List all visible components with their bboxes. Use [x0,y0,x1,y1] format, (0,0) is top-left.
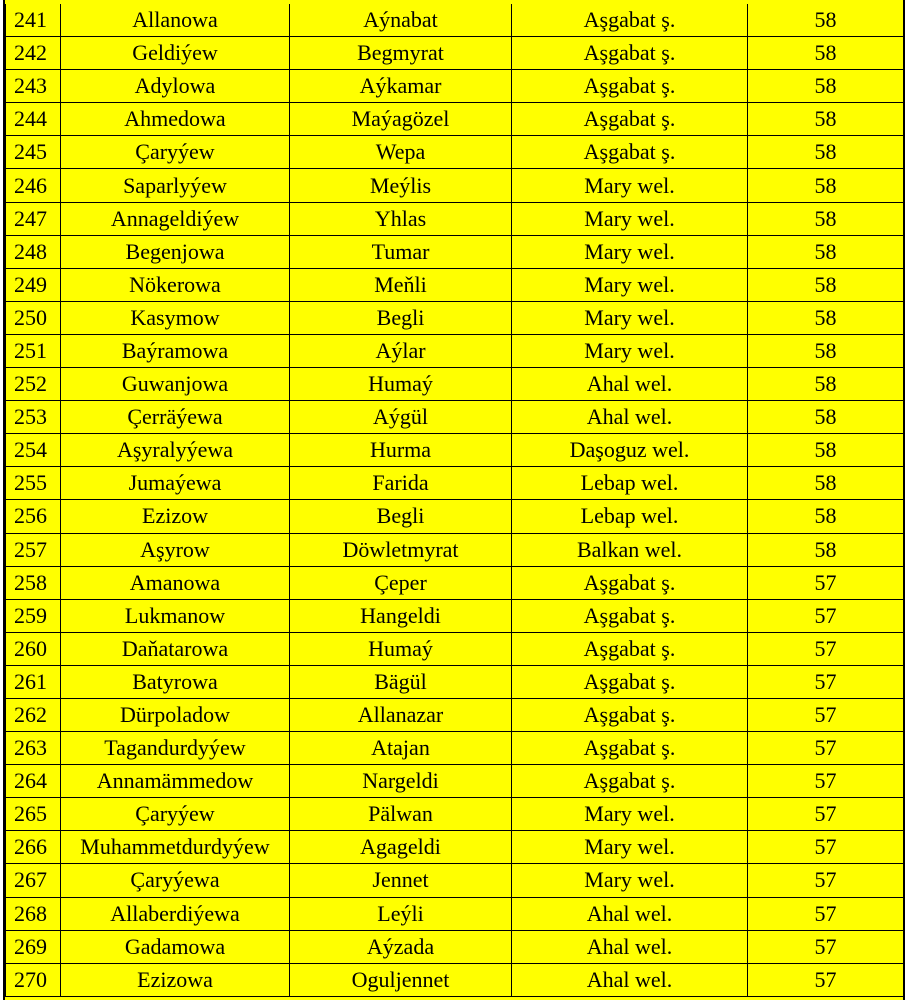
first-name-cell: Farida [290,467,512,500]
surname-cell: Ezizow [61,500,290,533]
table-row [6,930,904,963]
table-row [6,334,904,367]
results-sheet [3,0,905,1000]
region-cell: Aşgabat ş. [512,70,748,103]
row-number-cell: 254 [6,434,61,467]
region-cell: Aşgabat ş. [512,103,748,136]
row-number-cell: 270 [6,963,61,996]
score-cell: 58 [748,533,904,566]
table-row [6,434,904,467]
score-cell: 58 [748,103,904,136]
region-cell: Aşgabat ş. [512,599,748,632]
table-row [6,136,904,169]
table-row [6,37,904,70]
results-table-body [6,4,904,996]
row-number-cell: 269 [6,930,61,963]
score-cell: 58 [748,169,904,202]
table-row [6,301,904,334]
first-name-cell: Hurma [290,434,512,467]
row-number-cell: 268 [6,897,61,930]
row-number-cell: 248 [6,235,61,268]
region-cell: Aşgabat ş. [512,732,748,765]
table-row [6,202,904,235]
first-name-cell: Humaý [290,632,512,665]
first-name-cell: Nargeldi [290,765,512,798]
first-name-cell: Allanazar [290,698,512,731]
surname-cell: Geldiýew [61,37,290,70]
first-name-cell: Meýlis [290,169,512,202]
surname-cell: Çaryýew [61,798,290,831]
first-name-cell: Wepa [290,136,512,169]
score-cell: 57 [748,798,904,831]
surname-cell: Begenjowa [61,235,290,268]
table-row [6,831,904,864]
first-name-cell: Begli [290,301,512,334]
region-cell: Mary wel. [512,864,748,897]
row-number-cell: 247 [6,202,61,235]
row-number-cell: 264 [6,765,61,798]
region-cell: Ahal wel. [512,401,748,434]
first-name-cell: Agageldi [290,831,512,864]
surname-cell: Jumaýewa [61,467,290,500]
region-cell: Mary wel. [512,169,748,202]
score-cell: 58 [748,467,904,500]
surname-cell: Çaryýew [61,136,290,169]
row-number-cell: 246 [6,169,61,202]
score-cell: 58 [748,368,904,401]
surname-cell: Kasymow [61,301,290,334]
first-name-cell: Maýagözel [290,103,512,136]
row-number-cell: 242 [6,37,61,70]
region-cell: Aşgabat ş. [512,37,748,70]
score-cell: 58 [748,434,904,467]
first-name-cell: Bägül [290,665,512,698]
score-cell: 58 [748,268,904,301]
row-number-cell: 256 [6,500,61,533]
score-cell: 58 [748,301,904,334]
score-cell: 58 [748,136,904,169]
row-number-cell: 250 [6,301,61,334]
row-number-cell: 261 [6,665,61,698]
score-cell: 58 [748,334,904,367]
table-row [6,500,904,533]
table-row [6,169,904,202]
table-row [6,599,904,632]
table-row [6,368,904,401]
table-row [6,401,904,434]
score-cell: 58 [748,202,904,235]
score-cell: 58 [748,70,904,103]
region-cell: Mary wel. [512,202,748,235]
row-number-cell: 257 [6,533,61,566]
first-name-cell: Jennet [290,864,512,897]
row-number-cell: 244 [6,103,61,136]
region-cell: Balkan wel. [512,533,748,566]
first-name-cell: Begmyrat [290,37,512,70]
first-name-cell: Leýli [290,897,512,930]
row-number-cell: 255 [6,467,61,500]
region-cell: Mary wel. [512,268,748,301]
table-row [6,864,904,897]
score-cell: 57 [748,665,904,698]
region-cell: Aşgabat ş. [512,566,748,599]
row-number-cell: 241 [6,4,61,37]
region-cell: Aşgabat ş. [512,765,748,798]
first-name-cell: Tumar [290,235,512,268]
first-name-cell: Oguljennet [290,963,512,996]
table-row [6,533,904,566]
score-cell: 58 [748,4,904,37]
table-row [6,4,904,37]
results-table [5,4,904,997]
table-row [6,632,904,665]
first-name-cell: Pälwan [290,798,512,831]
region-cell: Mary wel. [512,334,748,367]
row-number-cell: 249 [6,268,61,301]
surname-cell: Aşyrow [61,533,290,566]
region-cell: Mary wel. [512,831,748,864]
region-cell: Daşoguz wel. [512,434,748,467]
surname-cell: Saparlyýew [61,169,290,202]
score-cell: 57 [748,732,904,765]
region-cell: Mary wel. [512,235,748,268]
surname-cell: Allaberdiýewa [61,897,290,930]
score-cell: 57 [748,963,904,996]
region-cell: Ahal wel. [512,368,748,401]
region-cell: Mary wel. [512,301,748,334]
table-row [6,70,904,103]
surname-cell: Ahmedowa [61,103,290,136]
region-cell: Ahal wel. [512,930,748,963]
first-name-cell: Aýkamar [290,70,512,103]
region-cell: Lebap wel. [512,467,748,500]
first-name-cell: Aýzada [290,930,512,963]
table-row [6,665,904,698]
region-cell: Aşgabat ş. [512,665,748,698]
region-cell: Ahal wel. [512,963,748,996]
first-name-cell: Begli [290,500,512,533]
score-cell: 57 [748,599,904,632]
score-cell: 58 [748,235,904,268]
row-number-cell: 251 [6,334,61,367]
table-row [6,698,904,731]
row-number-cell: 243 [6,70,61,103]
score-cell: 57 [748,897,904,930]
surname-cell: Ezizowa [61,963,290,996]
surname-cell: Adylowa [61,70,290,103]
row-number-cell: 260 [6,632,61,665]
score-cell: 58 [748,500,904,533]
surname-cell: Amanowa [61,566,290,599]
first-name-cell: Aýgül [290,401,512,434]
first-name-cell: Humaý [290,368,512,401]
first-name-cell: Meňli [290,268,512,301]
surname-cell: Guwanjowa [61,368,290,401]
table-row [6,732,904,765]
table-row [6,963,904,996]
score-cell: 57 [748,566,904,599]
region-cell: Aşgabat ş. [512,4,748,37]
surname-cell: Gadamowa [61,930,290,963]
first-name-cell: Aýlar [290,334,512,367]
first-name-cell: Aýnabat [290,4,512,37]
table-row [6,467,904,500]
region-cell: Ahal wel. [512,897,748,930]
row-number-cell: 245 [6,136,61,169]
surname-cell: Lukmanow [61,599,290,632]
score-cell: 57 [748,632,904,665]
first-name-cell: Hangeldi [290,599,512,632]
region-cell: Aşgabat ş. [512,136,748,169]
row-number-cell: 258 [6,566,61,599]
surname-cell: Tagandurdyýew [61,732,290,765]
table-row [6,798,904,831]
row-number-cell: 259 [6,599,61,632]
surname-cell: Aşyralyýewa [61,434,290,467]
first-name-cell: Çeper [290,566,512,599]
row-number-cell: 252 [6,368,61,401]
row-number-cell: 265 [6,798,61,831]
table-row [6,566,904,599]
surname-cell: Muhammetdurdyýew [61,831,290,864]
surname-cell: Allanowa [61,4,290,37]
first-name-cell: Atajan [290,732,512,765]
surname-cell: Çerräýewa [61,401,290,434]
surname-cell: Nökerowa [61,268,290,301]
score-cell: 57 [748,930,904,963]
first-name-cell: Döwletmyrat [290,533,512,566]
surname-cell: Dürpoladow [61,698,290,731]
surname-cell: Batyrowa [61,665,290,698]
score-cell: 58 [748,401,904,434]
first-name-cell: Yhlas [290,202,512,235]
region-cell: Mary wel. [512,798,748,831]
score-cell: 57 [748,765,904,798]
table-row [6,897,904,930]
table-row [6,103,904,136]
row-number-cell: 253 [6,401,61,434]
row-number-cell: 266 [6,831,61,864]
surname-cell: Daňatarowa [61,632,290,665]
table-row [6,765,904,798]
region-cell: Aşgabat ş. [512,632,748,665]
row-number-cell: 267 [6,864,61,897]
row-number-cell: 262 [6,698,61,731]
surname-cell: Baýramowa [61,334,290,367]
region-cell: Lebap wel. [512,500,748,533]
surname-cell: Annageldiýew [61,202,290,235]
table-row [6,235,904,268]
score-cell: 57 [748,698,904,731]
surname-cell: Annamämmedow [61,765,290,798]
row-number-cell: 263 [6,732,61,765]
region-cell: Aşgabat ş. [512,698,748,731]
score-cell: 58 [748,37,904,70]
score-cell: 57 [748,831,904,864]
table-row [6,268,904,301]
surname-cell: Çaryýewa [61,864,290,897]
score-cell: 57 [748,864,904,897]
